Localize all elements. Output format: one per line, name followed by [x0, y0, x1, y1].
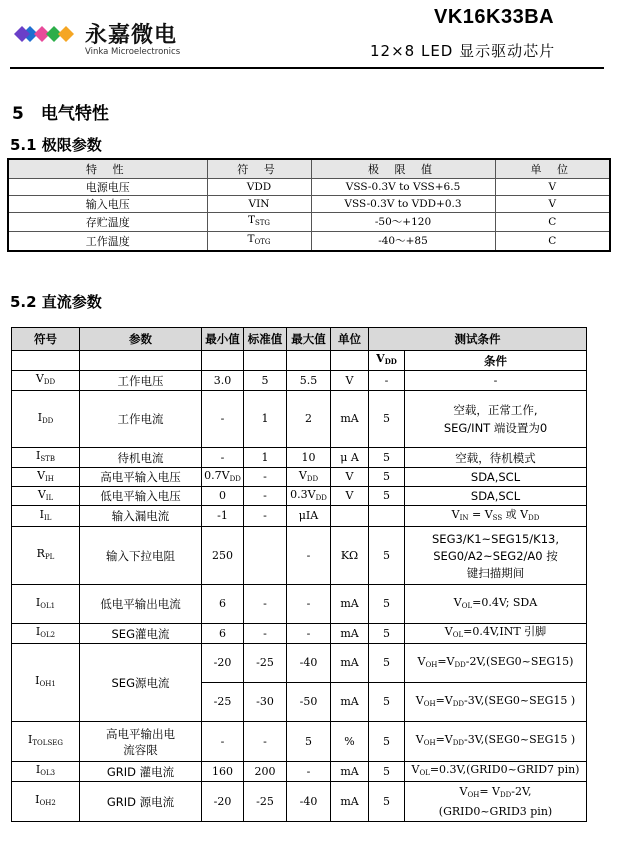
table-cell: -20: [202, 644, 244, 683]
table-row: [12, 506, 587, 527]
table-cell: -30: [244, 683, 287, 722]
table-cell: 5: [369, 624, 405, 644]
table-cell: [369, 506, 405, 527]
table-cell: mA: [331, 644, 369, 683]
table-cell: $I_{OL1}$: [12, 585, 80, 624]
table-cell: $I_{OH2}$: [12, 782, 80, 822]
table-cell: SDA,SCL: [405, 468, 587, 487]
table-cell: $I_{DD}$: [12, 391, 80, 448]
header-param: 特 性: [8, 159, 207, 179]
logo-diamonds-icon: [12, 18, 82, 50]
table-cell: 电源电压: [8, 179, 207, 196]
table-row: [8, 213, 610, 232]
table-cell: $V_{DD}$: [12, 371, 80, 391]
table-cell: $I_{IL}$: [12, 506, 80, 527]
table-cell: C: [495, 213, 610, 232]
table-cell: 5: [369, 487, 405, 506]
table-cell: $V_{OL}=0.3V,(GRID0\sim GRID7$ pin): [405, 762, 587, 782]
table-cell: -25: [202, 683, 244, 722]
table-cell: $I_{STB}$: [12, 448, 80, 468]
section-title-5: 5 电气特性: [12, 104, 109, 124]
table-cell: -40～+85: [311, 232, 495, 252]
table-cell: -50～+120: [311, 213, 495, 232]
table-cell: 5: [369, 762, 405, 782]
table-cell: $I_{TOLSEG}$: [12, 722, 80, 762]
table-row: [12, 527, 587, 585]
table-cell: 6: [202, 585, 244, 624]
table-cell: 工作温度: [8, 232, 207, 252]
table-cell: $I_{OL3}$: [12, 762, 80, 782]
table-cell: -: [202, 722, 244, 762]
table-cell: 250: [202, 527, 244, 585]
table-cell: GRID 灌电流: [80, 762, 202, 782]
table-cell: $0.7V_{DD}$: [202, 468, 244, 487]
table-cell: $V_{IN} = V_{SS}$ 或 $V_{DD}$: [405, 506, 587, 527]
table-cell: VIN: [207, 196, 311, 213]
table-cell: %: [331, 722, 369, 762]
table-cell: C: [495, 232, 610, 252]
table-cell: $V_{OL}=0.4V$; SDA: [405, 585, 587, 624]
table-cell: -: [405, 371, 587, 391]
table-cell: -: [244, 722, 287, 762]
table-cell: V: [331, 487, 369, 506]
document-subtitle: 12×8 LED 显示驱动芯片: [370, 42, 556, 60]
table-cell: VSS-0.3V to VDD+0.3: [311, 196, 495, 213]
table-cell: -25: [244, 782, 287, 822]
table-cell: 高电平输出电 流容限: [80, 722, 202, 762]
table-cell: 1: [244, 391, 287, 448]
section-title-5-1: 5.1 极限参数: [10, 136, 102, 154]
table-cell: [202, 351, 244, 371]
table-row: [12, 644, 587, 683]
table-cell: -: [287, 527, 331, 585]
table-cell: 空载，待机模式: [405, 448, 587, 468]
header-unit: 单 位: [495, 159, 610, 179]
table-cell: $I_{OL2}$: [12, 624, 80, 644]
table-row: [12, 371, 587, 391]
table-cell: VDD: [207, 179, 311, 196]
table-cell: -40: [287, 644, 331, 683]
table-cell: mA: [331, 391, 369, 448]
table-cell: -50: [287, 683, 331, 722]
table-cell: -: [287, 585, 331, 624]
table-cell: -: [202, 391, 244, 448]
table-cell: mA: [331, 782, 369, 822]
table-header-row: [8, 159, 610, 179]
table-cell: $0.3V_{DD}$: [287, 487, 331, 506]
table-cell: -: [287, 762, 331, 782]
table-cell: SEG源电流: [80, 644, 202, 722]
company-logo: [12, 14, 182, 60]
table-header-row: 符号 参数 最小值 标准值 最大值 单位 测试条件: [12, 328, 587, 351]
table-row: [12, 391, 587, 448]
header-symbol: 符 号: [207, 159, 311, 179]
table-cell: 工作电压: [80, 371, 202, 391]
table-cell: $I_{OH1}$: [12, 644, 80, 722]
table-cell: 5: [369, 722, 405, 762]
table-cell: 输入漏电流: [80, 506, 202, 527]
table-cell: 存贮温度: [8, 213, 207, 232]
absolute-ratings-table: [7, 158, 611, 252]
table-cell: $T_{STG}$: [207, 213, 311, 232]
table-row: [12, 487, 587, 506]
table-cell: VSS-0.3V to VSS+6.5: [311, 179, 495, 196]
table-cell: mA: [331, 683, 369, 722]
table-cell: -: [244, 624, 287, 644]
brand-name-en: Vinka Microelectronics: [85, 47, 181, 57]
table-cell: $V_{OH}=V_{DD}-3V,(SEG0\sim SEG15$ ): [405, 683, 587, 722]
table-cell: -20: [202, 782, 244, 822]
table-cell: 低电平输入电压: [80, 487, 202, 506]
table-cell: $V_{OH}=V_{DD}-2V,(SEG0\sim SEG15)$: [405, 644, 587, 683]
table-cell: KΩ: [331, 527, 369, 585]
table-cell: μ A: [331, 448, 369, 468]
table-cell: -: [202, 448, 244, 468]
model-number: VK16K33BA: [434, 6, 555, 28]
table-cell: 5: [287, 722, 331, 762]
table-cell: SEG灌电流: [80, 624, 202, 644]
table-row: [8, 232, 610, 252]
table-row: [8, 179, 610, 196]
table-row: [12, 722, 587, 762]
table-cell: [80, 351, 202, 371]
table-cell: 5: [369, 585, 405, 624]
header-limit: 极 限 值: [311, 159, 495, 179]
table-cell: SDA,SCL: [405, 487, 587, 506]
table-cell: -1: [202, 506, 244, 527]
table-row: [12, 448, 587, 468]
section-title-5-2: 5.2 直流参数: [10, 293, 102, 311]
table-cell: mA: [331, 585, 369, 624]
table-cell: mA: [331, 624, 369, 644]
brand-name-cn: 永嘉微电: [85, 23, 178, 48]
table-cell: $V_{OL}=0.4V,INT$ 引脚: [405, 624, 587, 644]
table-cell: $V_{OH}= V_{DD}-2V$, (GRID0~GRID3 pin): [405, 782, 587, 822]
table-cell: 5: [369, 782, 405, 822]
table-cell: $V_{IL}$: [12, 487, 80, 506]
table-cell: 5: [369, 644, 405, 683]
table-row: [12, 585, 587, 624]
table-cell: -: [244, 585, 287, 624]
table-cell: V: [495, 179, 610, 196]
table-cell: 输入电压: [8, 196, 207, 213]
table-cell: 5: [244, 371, 287, 391]
table-cell: 5: [369, 527, 405, 585]
table-cell: 低电平输出电流: [80, 585, 202, 624]
table-cell: V: [331, 468, 369, 487]
table-cell: -: [287, 624, 331, 644]
table-row: [12, 468, 587, 487]
dc-parameters-table: [11, 327, 587, 822]
table-cell: 5: [369, 448, 405, 468]
table-cell: 待机电流: [80, 448, 202, 468]
table-row: [8, 196, 610, 213]
table-cell: [331, 506, 369, 527]
table-cell: $R_{PL}$: [12, 527, 80, 585]
table-cell: $V_{IH}$: [12, 468, 80, 487]
table-cell: 5: [369, 468, 405, 487]
table-cell: GRID 源电流: [80, 782, 202, 822]
table-cell: 10: [287, 448, 331, 468]
table-cell: 5: [369, 391, 405, 448]
table-cell: 高电平输入电压: [80, 468, 202, 487]
table-cell: 3.0: [202, 371, 244, 391]
table-cell: V: [495, 196, 610, 213]
table-cell: 条件: [405, 351, 587, 371]
table-cell: 1: [244, 448, 287, 468]
table-cell: 2: [287, 391, 331, 448]
table-cell: 200: [244, 762, 287, 782]
table-cell: mA: [331, 762, 369, 782]
table-cell: 工作电流: [80, 391, 202, 448]
table-cell: $V_{DD}$: [287, 468, 331, 487]
table-cell: [244, 527, 287, 585]
table-cell: 0: [202, 487, 244, 506]
table-cell: 5: [369, 683, 405, 722]
table-row: [12, 762, 587, 782]
table-row: [12, 782, 587, 822]
table-cell: $V_{OH}=V_{DD}-3V,(SEG0\sim SEG15$ ): [405, 722, 587, 762]
table-cell: 6: [202, 624, 244, 644]
table-row: [12, 624, 587, 644]
table-subheader-row: [12, 351, 587, 371]
table-cell: 160: [202, 762, 244, 782]
table-cell: 5.5: [287, 371, 331, 391]
table-cell: V: [331, 371, 369, 391]
table-cell: [287, 351, 331, 371]
table-cell: [331, 351, 369, 371]
table-cell: $T_{OTG}$: [207, 232, 311, 252]
table-cell: SEG3/K1~SEG15/K13, SEG0/A2~SEG2/A0 按 键扫描期间: [405, 527, 587, 585]
table-cell: 输入下拉电阻: [80, 527, 202, 585]
table-cell: $V_{DD}$: [369, 351, 405, 371]
table-cell: -: [369, 371, 405, 391]
table-cell: [244, 351, 287, 371]
table-cell: 空载，正常工作, SEG/INT 端设置为0: [405, 391, 587, 448]
table-cell: -25: [244, 644, 287, 683]
table-cell: -: [244, 506, 287, 527]
header-divider: [10, 67, 604, 69]
table-cell: -: [244, 487, 287, 506]
table-cell: [12, 351, 80, 371]
table-cell: μIA: [287, 506, 331, 527]
table-cell: -40: [287, 782, 331, 822]
table-cell: -: [244, 468, 287, 487]
